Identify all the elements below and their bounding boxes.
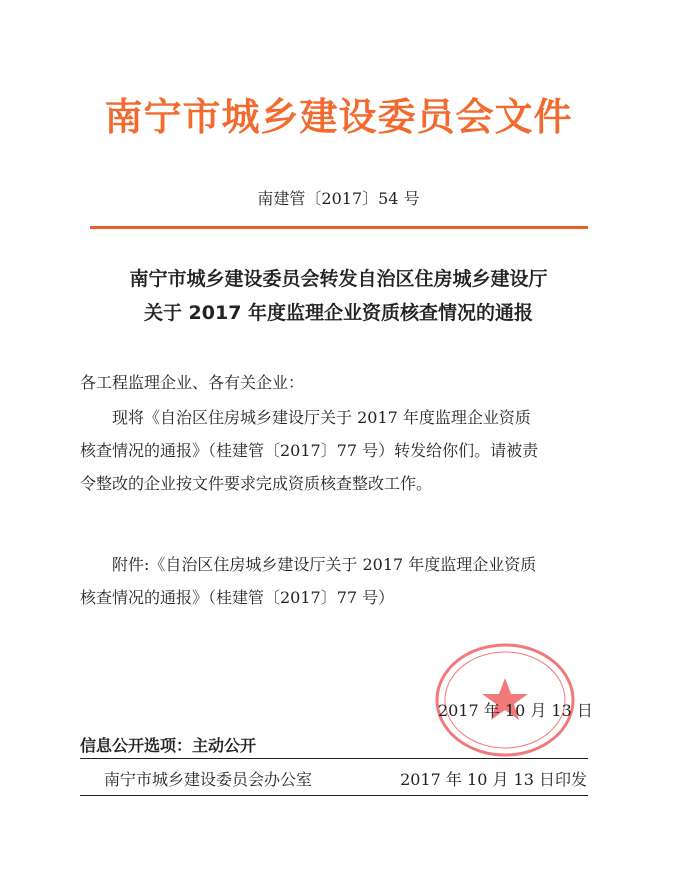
signature-date: 2017 年 10 月 13 日 xyxy=(438,701,593,720)
subject-line-2: 关于 2017 年度监理企业资质核查情况的通报 xyxy=(143,302,534,324)
attachment-note xyxy=(80,548,590,614)
body-paragraph xyxy=(80,401,590,500)
subject-line-1: 南宁市城乡建设委员会转发自治区住房城乡建设厅 xyxy=(129,268,548,290)
body-line-1: 现将《自治区住房城乡建设厅关于 2017 年度监理企业资质 xyxy=(80,408,531,427)
salutation: 各工程监理企业、各有关企业： xyxy=(80,373,305,392)
body-line-3: 令整改的企业按文件要求完成资质核查整改工作。 xyxy=(80,474,433,493)
document-header-title: 南宁市城乡建设委员会文件 xyxy=(104,95,573,139)
document-number: 南建管〔2017〕54 号 xyxy=(257,189,420,208)
red-header-rule xyxy=(90,226,588,229)
footer-issuer: 南宁市城乡建设委员会办公室 xyxy=(104,770,313,789)
footer-rule-bottom xyxy=(80,795,588,796)
footer-print-date: 2017 年 10 月 13 日印发 xyxy=(400,770,587,789)
document-subject xyxy=(0,262,677,330)
footer-rule-top xyxy=(80,758,588,759)
disclosure-option: 信息公开选项：主动公开 xyxy=(80,736,257,755)
attachment-line-2: 核查情况的通报》（桂建管〔2017〕77 号） xyxy=(80,588,395,607)
body-line-2: 核查情况的通报》（桂建管〔2017〕77 号）转发给你们。请被责 xyxy=(80,441,539,460)
attachment-line-1: 附件:《自治区住房城乡建设厅关于 2017 年度监理企业资质 xyxy=(80,555,537,574)
